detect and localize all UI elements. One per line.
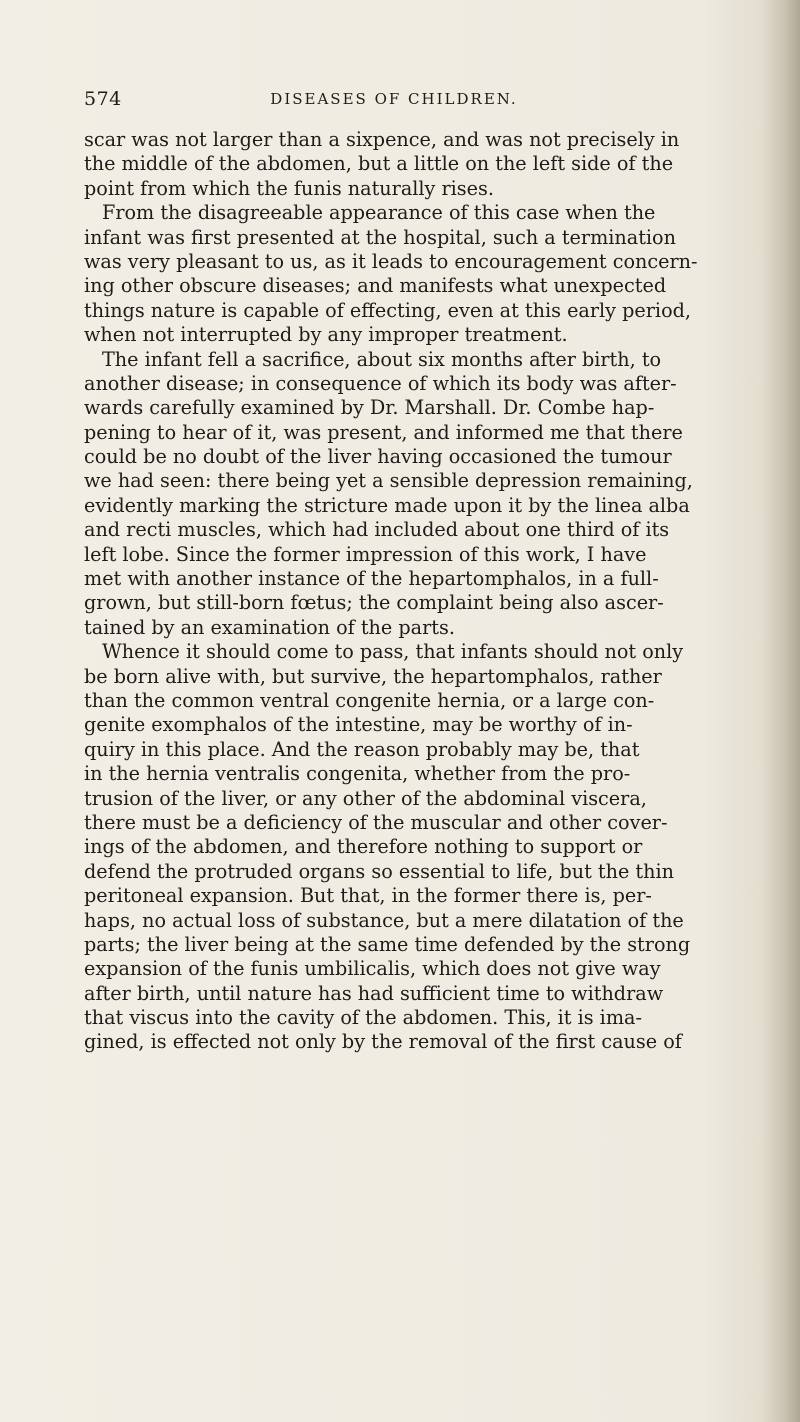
text-line: than the common ventral congenite hernia, or a large con- xyxy=(84,688,655,712)
header-title: DISEASES OF CHILDREN. xyxy=(270,90,518,108)
text-line: genite exomphalos of the intestine, may be worthy of in- xyxy=(84,713,633,737)
text-line: ings of the abdomen, and therefore nothing to support or xyxy=(84,835,643,859)
text-line: after birth, until nature has had sufficient time to withdraw xyxy=(84,981,664,1005)
text-line: grown, but still-born fœtus; the complaint being also ascer- xyxy=(84,591,664,615)
text-line: when not interrupted by any improper treatment. xyxy=(84,323,568,347)
text-line: quiry in this place. And the reason probably may be, that xyxy=(84,737,640,761)
text-line: Whence it should come to pass, that infants should not only xyxy=(102,640,684,664)
text-line: parts; the liver being at the same time defended by the strong xyxy=(84,932,691,956)
text-line: pening to hear of it, was present, and informed me that there xyxy=(84,420,683,444)
text-line: wards carefully examined by Dr. Marshall. Dr. Combe hap- xyxy=(84,396,655,420)
text-line: another disease; in consequence of which its body was after- xyxy=(84,371,677,395)
text-line: peritoneal expansion. But that, in the former there is, per- xyxy=(84,884,652,908)
text-line: The infant fell a sacrifice, about six months after birth, to xyxy=(102,347,662,371)
text-line: tained by an examination of the parts. xyxy=(84,615,455,639)
text-line: expansion of the funis umbilicalis, which does not give way xyxy=(84,957,661,981)
text-line: left lobe. Since the former impression of this work, I have xyxy=(84,542,647,566)
text-line: the middle of the abdomen, but a little on the left side of the xyxy=(84,152,674,176)
text-line: in the hernia ventralis congenita, whether from the pro- xyxy=(84,762,631,786)
text-line: evidently marking the stricture made upon it by the linea alba xyxy=(84,493,690,517)
text-line: defend the protruded organs so essential to life, but the thin xyxy=(84,859,674,883)
text-line: gined, is effected not only by the removal of the first cause of xyxy=(84,1030,682,1054)
text-line: point from which the funis naturally rises. xyxy=(84,176,494,200)
page-number: 574 xyxy=(84,88,122,110)
text-line: From the disagreeable appearance of this case when the xyxy=(102,201,656,225)
text-line: infant was first presented at the hospital, such a termination xyxy=(84,225,676,249)
text-line: ing other obscure diseases; and manifests what unexpected xyxy=(84,274,667,298)
text-line: was very pleasant to us, as it leads to encouragement concern- xyxy=(84,249,698,273)
text-line: could be no doubt of the liver having occasioned the tumour xyxy=(84,445,672,469)
text-line: haps, no actual loss of substance, but a mere dilatation of the xyxy=(84,908,684,932)
text-line: be born alive with, but survive, the hepartomphalos, rather xyxy=(84,664,662,688)
text-line: trusion of the liver, or any other of the abdominal viscera, xyxy=(84,786,647,810)
text-line: we had seen: there being yet a sensible depression remaining, xyxy=(84,469,693,493)
text-line: and recti muscles, which had included about one third of its xyxy=(84,518,670,542)
text-line: scar was not larger than a sixpence, and was not precisely in xyxy=(84,128,680,151)
text-line: there must be a deficiency of the muscular and other cover- xyxy=(84,810,668,834)
text-line: that viscus into the cavity of the abdomen. This, it is ima- xyxy=(84,1006,642,1030)
text-line: things nature is capable of effecting, even at this early period, xyxy=(84,298,692,322)
text-line: met with another instance of the hepartomphalos, in a full- xyxy=(84,567,659,591)
body-text xyxy=(84,128,776,1055)
running-head xyxy=(84,88,704,114)
